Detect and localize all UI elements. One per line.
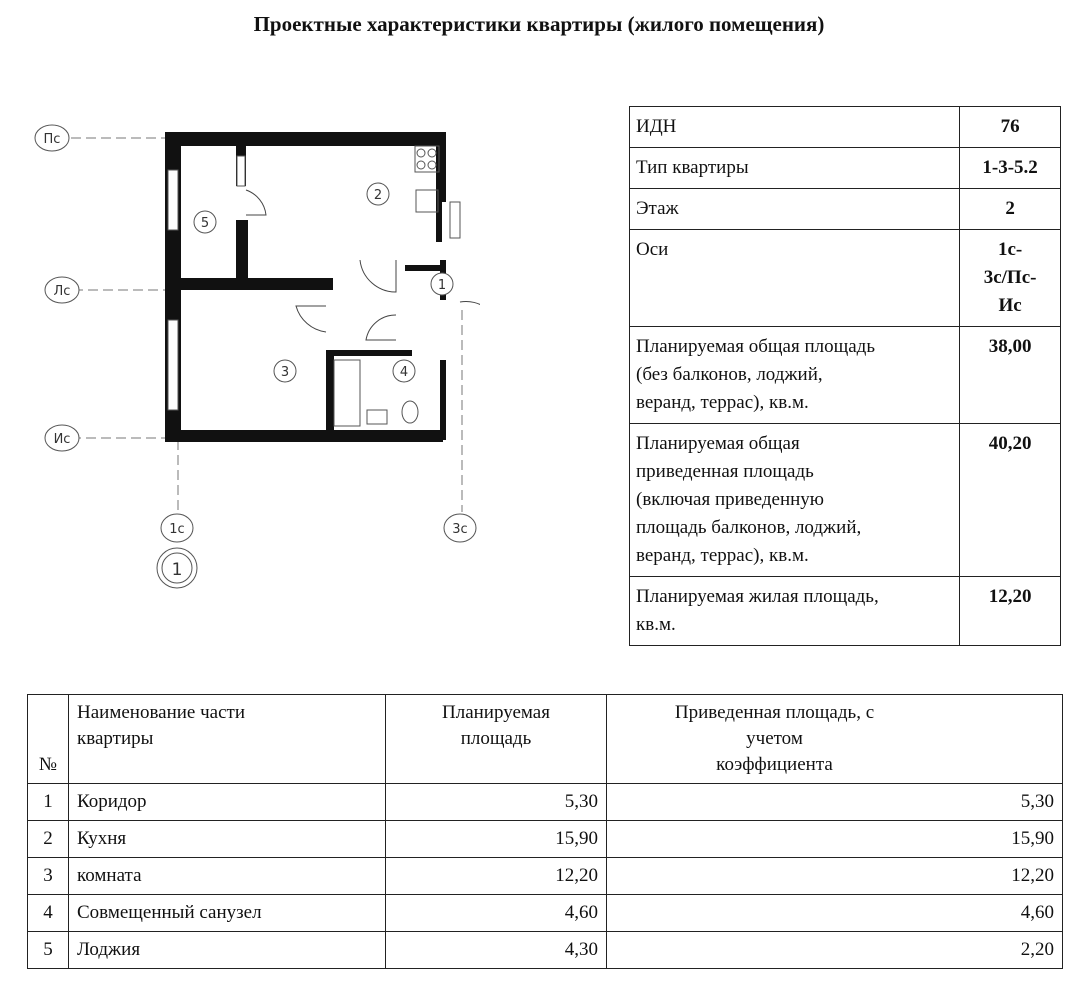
spec-value: 1с- 3с/Пс- Ис [960,230,1061,327]
axis-markers [35,125,476,588]
spec-label: Планируемая общая приведенная площадь (включая приведенную площадь балконов, лоджий, веранд, террас), кв.м. [630,424,960,577]
room-label-4: 4 [399,365,409,380]
table-row [28,895,1063,932]
row-name: Кухня [69,821,386,858]
specs-row [630,424,1061,577]
spec-value: 40,20 [960,424,1061,577]
room-label-3: 3 [280,365,290,380]
room-label-1: 1 [437,278,447,293]
axis-label-ls: Лс [53,284,71,299]
header-planned-area: Планируемая площадь [386,695,607,784]
page-title: Проектные характеристики квартиры (жилого помещения) [253,12,825,36]
spec-value: 1-3-5.2 [960,148,1061,189]
axis-label-3c: 3с [452,522,468,537]
spec-value: 12,20 [960,577,1061,646]
spec-value: 2 [960,189,1061,230]
row-number: 1 [28,784,69,821]
row-reduced-area: 12,20 [607,858,1063,895]
row-planned-area: 4,30 [386,932,607,969]
spec-label: Оси [630,230,960,327]
spec-label: Планируемая общая площадь (без балконов, лоджий, веранд, террас), кв.м. [630,327,960,424]
spec-label: Тип квартиры [630,148,960,189]
row-number: 5 [28,932,69,969]
row-reduced-area: 2,20 [607,932,1063,969]
spec-value: 38,00 [960,327,1061,424]
specs-row [630,107,1061,148]
row-planned-area: 15,90 [386,821,607,858]
table-row [28,932,1063,969]
axis-label-ps: Пс [43,132,61,147]
row-name: Совмещенный санузел [69,895,386,932]
axis-lines [71,138,462,512]
floor-plan [30,110,480,590]
specs-row [630,327,1061,424]
specs-row [630,577,1061,646]
specs-row [630,148,1061,189]
spec-label: Этаж [630,189,960,230]
spec-label: ИДН [630,107,960,148]
row-name: Коридор [69,784,386,821]
specs-row [630,230,1061,327]
table-row [28,858,1063,895]
row-planned-area: 12,20 [386,858,607,895]
row-reduced-area: 4,60 [607,895,1063,932]
spec-label: Планируемая жилая площадь, кв.м. [630,577,960,646]
axis-label-1c: 1с [169,522,185,537]
table-row [28,821,1063,858]
walls [165,132,446,442]
plan-marker-label: 1 [171,560,183,580]
room-label-5: 5 [200,216,210,231]
header-number: № [28,695,69,784]
specs-table [629,106,1061,646]
table-row [28,784,1063,821]
row-number: 3 [28,858,69,895]
spec-value: 76 [960,107,1061,148]
row-number: 2 [28,821,69,858]
specs-row [630,189,1061,230]
row-planned-area: 5,30 [386,784,607,821]
row-reduced-area: 15,90 [607,821,1063,858]
row-name: комната [69,858,386,895]
row-reduced-area: 5,30 [607,784,1063,821]
header-name: Наименование части квартиры [69,695,386,784]
row-name: Лоджия [69,932,386,969]
rooms-header-row [28,695,1063,784]
axis-label-is: Ис [53,432,71,447]
header-reduced-area: Приведенная площадь, с учетом коэффициента [607,695,1063,784]
rooms-table [27,694,1063,969]
row-planned-area: 4,60 [386,895,607,932]
room-label-2: 2 [373,188,383,203]
row-number: 4 [28,895,69,932]
